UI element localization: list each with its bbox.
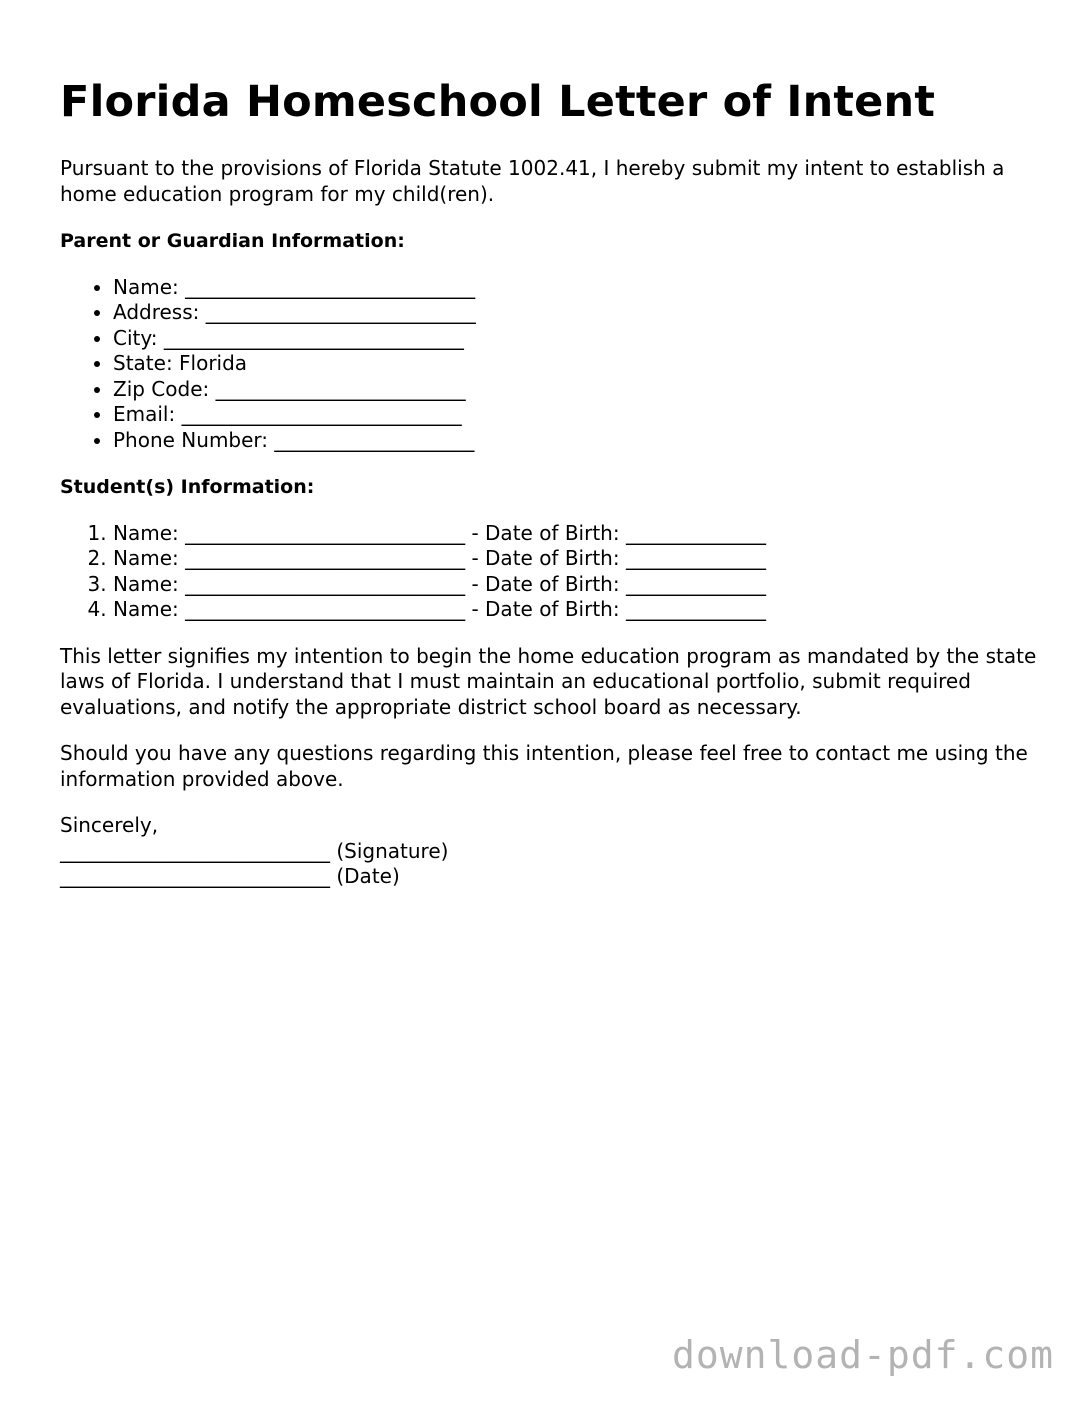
parent-info-list	[60, 275, 1040, 454]
signature-line: ___________________________ (Signature)	[60, 838, 449, 863]
student-entry: 1. Name: ____________________________ - Date of Birth: ______________	[113, 521, 1040, 547]
watermark: download-pdf.com	[671, 1333, 1054, 1377]
student-entry: 4. Name: ____________________________ - Date of Birth: ______________	[113, 597, 1040, 623]
intro-paragraph: Pursuant to the provisions of Florida Statute 1002.41, I hereby submit my intent to establish a home education program for my child(ren).	[60, 156, 1005, 206]
parent-section-heading: Parent or Guardian Information:	[60, 230, 405, 252]
intent-paragraph: This letter signifies my intention to begin the home education program as mandated by the state laws of Florida. I understand that I must maintain an educational portfolio, submit required evaluations, and notify the appropriate district school board as necessary.	[60, 643, 1037, 719]
parent-state-field: • State: Florida	[113, 351, 1040, 377]
student-entry: 2. Name: ____________________________ - Date of Birth: ______________	[113, 546, 1040, 572]
parent-zip-field: • Zip Code: _________________________	[113, 377, 1040, 403]
salutation: Sincerely,	[60, 813, 159, 837]
date-line: ___________________________ (Date)	[60, 864, 400, 888]
parent-email-field: • Email: ____________________________	[113, 402, 1040, 428]
student-section-heading: Student(s) Information:	[60, 476, 315, 498]
parent-name-field: • Name: _____________________________	[113, 275, 1040, 301]
student-entry: 3. Name: ____________________________ - Date of Birth: ______________	[113, 572, 1040, 598]
contact-paragraph: Should you have any questions regarding this intention, please feel free to contact me using the information provided above.	[60, 741, 1028, 791]
parent-city-field: • City: ______________________________	[113, 326, 1040, 352]
document-title: Florida Homeschool Letter of Intent	[60, 77, 936, 127]
letter-page	[60, 72, 1040, 890]
student-info-list	[60, 521, 1040, 623]
parent-phone-field: • Phone Number: ____________________	[113, 428, 1040, 454]
closing-block	[60, 813, 1040, 890]
parent-address-field: • Address: ___________________________	[113, 300, 1040, 326]
